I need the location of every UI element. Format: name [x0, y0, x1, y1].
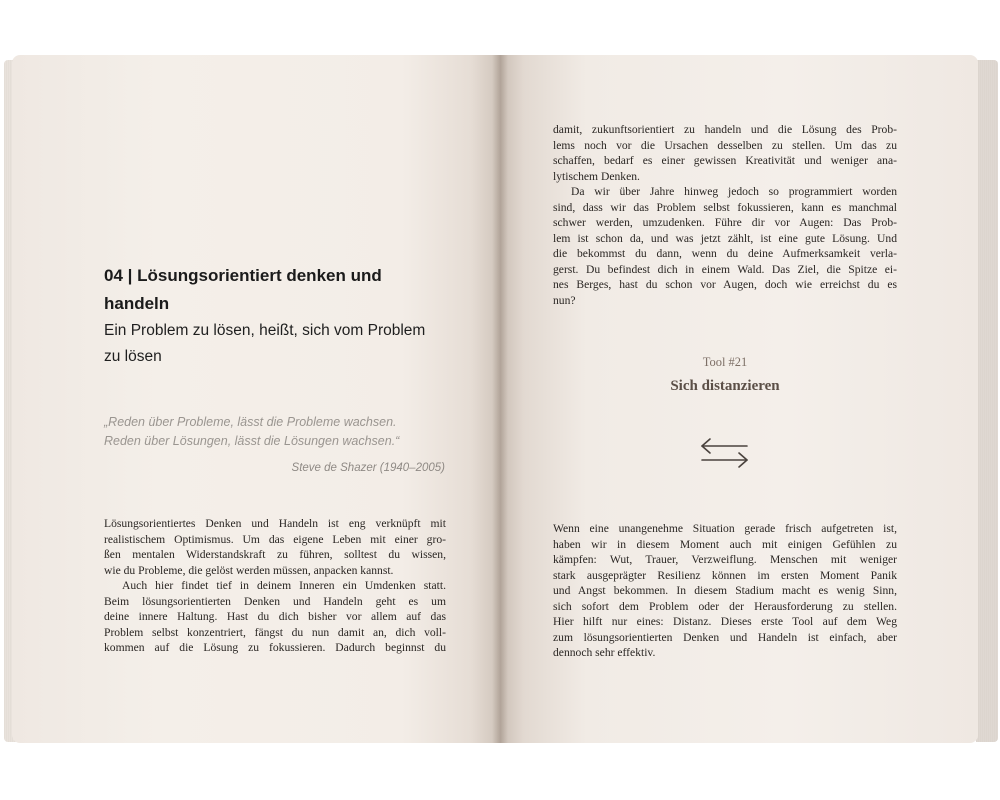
right-body-text-top — [553, 122, 897, 308]
text-line: nun? — [553, 293, 576, 307]
text-line: gerst. Du befindest dich in einem Wald. Das Ziel, die Spitze ei- — [553, 262, 897, 276]
text-line: lytischem Denken. — [553, 169, 640, 183]
text-line: Problem selbst konzentriert, fängst du nun damit an, dich voll- — [104, 625, 446, 639]
text-line: kämpfen: Wut, Trauer, Verzweiflung. Menschen mit weniger — [553, 553, 897, 566]
text-line: haben wir in diesem Moment auch mit einigen Gefühlen zu — [553, 537, 897, 551]
text-line: kommen auf die Lösung zu fokussieren. Dadurch beginnst du — [104, 641, 446, 654]
text-line: schaffen, bedarf es einer gewissen Kreativität und weniger ana- — [553, 154, 897, 167]
text-line: Da wir über Jahre hinweg jedoch so programmiert worden — [571, 185, 897, 198]
text-line: damit, zukunftsorientiert zu handeln und die Lösung des Prob- — [553, 123, 897, 136]
chapter-subtitle — [104, 318, 464, 370]
book-gutter — [492, 55, 508, 743]
text-line: dennoch sehr effektiv. — [553, 646, 656, 659]
chapter-title-line: 04 | Lösungsorientiert denken und — [104, 266, 382, 285]
chapter-subtitle-line: zu lösen — [104, 348, 162, 365]
chapter-title-line: handeln — [104, 294, 170, 313]
epigraph-quote — [104, 413, 449, 451]
chapter-subtitle-line: Ein Problem zu lösen, heißt, sich vom Problem — [104, 322, 426, 339]
text-line: deine innere Haltung. Hast du dich bisher vor allem auf das — [104, 610, 446, 623]
text-line: Hier hilft nur eines: Distanz. Dieses erste Tool auf dem Weg — [553, 615, 897, 628]
right-body-text-bottom — [553, 521, 897, 661]
text-line: die bekommst du dann, wenn du deine Aufmerksamkeit verla- — [553, 247, 897, 260]
text-line: Beim lösungsorientierten Denken und Handeln geht es um — [104, 594, 446, 608]
tool-number: Tool #21 — [702, 355, 748, 369]
text-line: lem ist schon da, und was jetzt zählt, ist eine gute Lösung. Und — [553, 231, 897, 245]
text-line: realistischem Optimismus. Um das eigene Leben mit einer gro- — [104, 532, 446, 546]
quote-line: Reden über Lösungen, lässt die Lösungen wachsen.“ — [104, 434, 400, 448]
text-line: Wenn eine unangenehme Situation gerade frisch aufgetreten ist, — [553, 522, 897, 535]
text-line: ßen mentalen Widerstandskraft zu führen, solltest du wissen, — [104, 548, 446, 561]
left-body-text — [104, 516, 446, 656]
text-line: sind, dass wir das Problem selbst fokussieren, kann es manchmal — [553, 200, 897, 214]
text-line: stark ausgeprägter Resilienz können im ersten Moment Panik — [553, 568, 897, 582]
text-line: nes Berges, hast du schon vor Augen, doch wie erreichst du es — [553, 278, 897, 291]
left-right-arrows-icon — [700, 432, 750, 472]
quote-line: „Reden über Probleme, lässt die Probleme wachsen. — [104, 415, 397, 429]
text-line: und Angst bekommen. In diesem Stadium macht es wenig Sinn, — [553, 584, 897, 597]
quote-author: Steve de Shazer (1940–2005) — [291, 462, 445, 474]
right-page-edges — [976, 60, 998, 742]
text-line: Auch hier findet tief in deinem Inneren ein Umdenken statt. — [122, 579, 446, 592]
tool-title: Sich distanzieren — [670, 378, 780, 394]
text-line: lems noch vor die Ursachen desselben zu stellen. Um das zu — [553, 138, 897, 152]
text-line: Lösungsorientiertes Denken und Handeln ist eng verknüpft mit — [104, 517, 446, 530]
text-line: wie du Probleme, die gelöst werden müssen, anpacken kannst. — [104, 563, 394, 577]
text-line: sich sofort dem Problem oder der Herausforderung zu stellen. — [553, 599, 897, 613]
chapter-title — [104, 262, 464, 318]
text-line: zum lösungsorientierten Denken und Handeln ist einfach, aber — [553, 630, 897, 644]
text-line: schwer werden, umzudenken. Führe dir vor Augen: Das Prob- — [553, 216, 897, 229]
